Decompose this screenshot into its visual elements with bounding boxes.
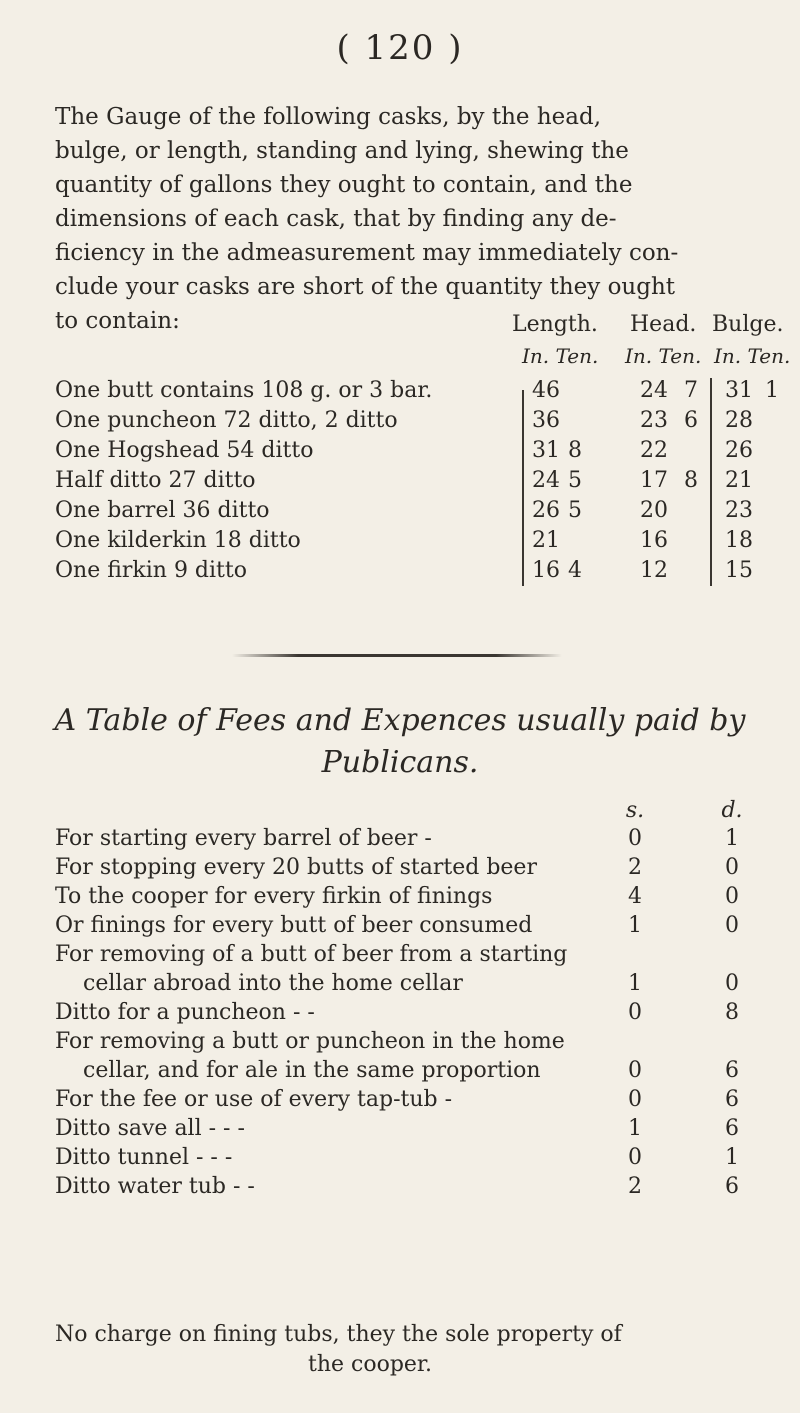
fee-row — [55, 1145, 775, 1174]
shillings-header: s. — [625, 798, 645, 823]
bulge-tenths: 1 — [765, 378, 779, 403]
fee-description: To the cooper for every firkin of finings — [55, 884, 493, 909]
fee-pence: 8 — [725, 1000, 739, 1025]
length-inches: 46 — [532, 378, 560, 403]
fee-row — [55, 1058, 775, 1087]
fee-row — [55, 1116, 775, 1145]
table-row — [55, 378, 779, 408]
bulge-inches: 15 — [725, 558, 753, 583]
fee-shillings: 2 — [628, 1174, 642, 1199]
head-inches: 17 — [640, 468, 668, 493]
header-length: Length. — [512, 312, 598, 337]
intro-line: clude your casks are short of the quantity they ought — [55, 274, 676, 300]
intro-line: bulge, or length, standing and lying, shewing the — [55, 138, 629, 164]
header-bulge: Bulge. — [712, 312, 784, 337]
fee-shillings: 0 — [628, 1058, 642, 1083]
fee-row — [55, 942, 775, 971]
column-divider — [522, 390, 524, 586]
fee-row — [55, 884, 775, 913]
fee-shillings: 2 — [628, 855, 642, 880]
fee-pence: 0 — [725, 913, 739, 938]
fee-shillings: 4 — [628, 884, 642, 909]
cask-description: One Hogshead 54 ditto — [55, 438, 314, 463]
fee-shillings: 0 — [628, 1145, 642, 1170]
length-inches: 26 — [532, 498, 560, 523]
cask-description: One butt contains 108 g. or 3 bar. — [55, 378, 433, 403]
table-row — [55, 468, 775, 498]
head-inches: 23 — [640, 408, 668, 433]
intro-line: ficiency in the admeasurement may immediately con- — [55, 240, 679, 266]
fee-description: Ditto save all - - - — [55, 1116, 245, 1141]
fee-shillings: 0 — [628, 826, 642, 851]
header-head: Head. — [630, 312, 697, 337]
fee-description: For stopping every 20 butts of started beer — [55, 855, 537, 880]
page-number: ( 120 ) — [336, 28, 464, 68]
table-row — [55, 528, 775, 558]
fee-row — [55, 971, 775, 1000]
intro-line: quantity of gallons they ought to contain, and the — [55, 172, 633, 198]
fee-description: For starting every barrel of beer - — [55, 826, 432, 851]
cask-description: One kilderkin 18 ditto — [55, 528, 301, 553]
pence-header: d. — [721, 798, 743, 823]
head-tenths: 8 — [684, 468, 698, 493]
footnote — [55, 1320, 775, 1380]
intro-line: dimensions of each cask, that by finding any de- — [55, 206, 617, 232]
fee-shillings: 1 — [628, 1116, 642, 1141]
cask-table — [55, 378, 779, 588]
head-inches: 16 — [640, 528, 668, 553]
fee-pence: 6 — [725, 1058, 739, 1083]
intro-paragraph — [55, 100, 755, 338]
fee-pence: 6 — [725, 1174, 739, 1199]
section-rule — [232, 654, 562, 657]
footnote-line: No charge on fining tubs, they the sole property of — [55, 1322, 622, 1347]
fee-description: cellar abroad into the home cellar — [83, 971, 463, 996]
fee-row — [55, 1029, 775, 1058]
intro-line: to contain: — [55, 308, 180, 334]
fee-description: Ditto tunnel - - - — [55, 1145, 233, 1170]
fee-description: For removing a butt or puncheon in the home — [55, 1029, 565, 1054]
head-tenths: 7 — [684, 378, 698, 403]
fee-row — [55, 1000, 775, 1029]
bulge-inches: 31 — [725, 378, 753, 403]
fee-description: Ditto for a puncheon - - — [55, 1000, 315, 1025]
unit-head: In. Ten. — [625, 344, 702, 368]
fee-pence: 0 — [725, 884, 739, 909]
length-inches: 16 — [532, 558, 560, 583]
fee-row — [55, 826, 775, 855]
table-row — [55, 558, 775, 588]
fee-pence: 0 — [725, 971, 739, 996]
fee-description: cellar, and for ale in the same proportion — [83, 1058, 541, 1083]
column-divider — [710, 378, 712, 586]
fees-units-header — [55, 798, 775, 826]
head-inches: 24 — [640, 378, 668, 403]
intro-line: The Gauge of the following casks, by the head, — [55, 104, 602, 130]
fee-shillings: 1 — [628, 913, 642, 938]
fee-shillings: 0 — [628, 1000, 642, 1025]
bulge-inches: 26 — [725, 438, 753, 463]
bulge-inches: 23 — [725, 498, 753, 523]
fee-row — [55, 855, 775, 884]
bulge-inches: 18 — [725, 528, 753, 553]
fee-description: For removing of a butt of beer from a starting — [55, 942, 568, 967]
table-row — [55, 498, 775, 528]
bulge-inches: 28 — [725, 408, 753, 433]
cask-description: One puncheon 72 ditto, 2 ditto — [55, 408, 398, 433]
length-tenths: 5 — [568, 498, 582, 523]
fee-description: For the fee or use of every tap-tub - — [55, 1087, 453, 1112]
bulge-inches: 21 — [725, 468, 753, 493]
fee-pence: 1 — [725, 826, 739, 851]
fee-shillings: 0 — [628, 1087, 642, 1112]
length-tenths: 8 — [568, 438, 582, 463]
fee-row — [55, 1174, 775, 1203]
length-inches: 24 — [532, 468, 560, 493]
cask-description: One firkin 9 ditto — [55, 558, 247, 583]
length-tenths: 4 — [568, 558, 582, 583]
fees-table-title — [0, 700, 800, 784]
length-inches: 31 — [532, 438, 560, 463]
head-inches: 22 — [640, 438, 668, 463]
length-tenths: 5 — [568, 468, 582, 493]
length-inches: 21 — [532, 528, 560, 553]
fees-title-line: Publicans. — [321, 745, 479, 780]
fee-row — [55, 913, 775, 942]
fees-title-line: A Table of Fees and Expences usually paid by — [54, 703, 746, 738]
footnote-line: the cooper. — [308, 1352, 433, 1377]
head-inches: 12 — [640, 558, 668, 583]
fee-pence: 0 — [725, 855, 739, 880]
fee-description: Ditto water tub - - — [55, 1174, 255, 1199]
unit-length: In. Ten. — [522, 344, 599, 368]
table-row — [55, 438, 775, 468]
cask-description: Half ditto 27 ditto — [55, 468, 256, 493]
head-inches: 20 — [640, 498, 668, 523]
fee-pence: 6 — [725, 1087, 739, 1112]
table-row — [55, 408, 775, 438]
fees-table — [55, 798, 775, 1203]
fee-pence: 1 — [725, 1145, 739, 1170]
fee-row — [55, 1087, 775, 1116]
fee-shillings: 1 — [628, 971, 642, 996]
length-inches: 36 — [532, 408, 560, 433]
fee-pence: 6 — [725, 1116, 739, 1141]
fee-description: Or finings for every butt of beer consumed — [55, 913, 533, 938]
cask-description: One barrel 36 ditto — [55, 498, 270, 523]
head-tenths: 6 — [684, 408, 698, 433]
unit-bulge: In. Ten. — [714, 344, 791, 368]
